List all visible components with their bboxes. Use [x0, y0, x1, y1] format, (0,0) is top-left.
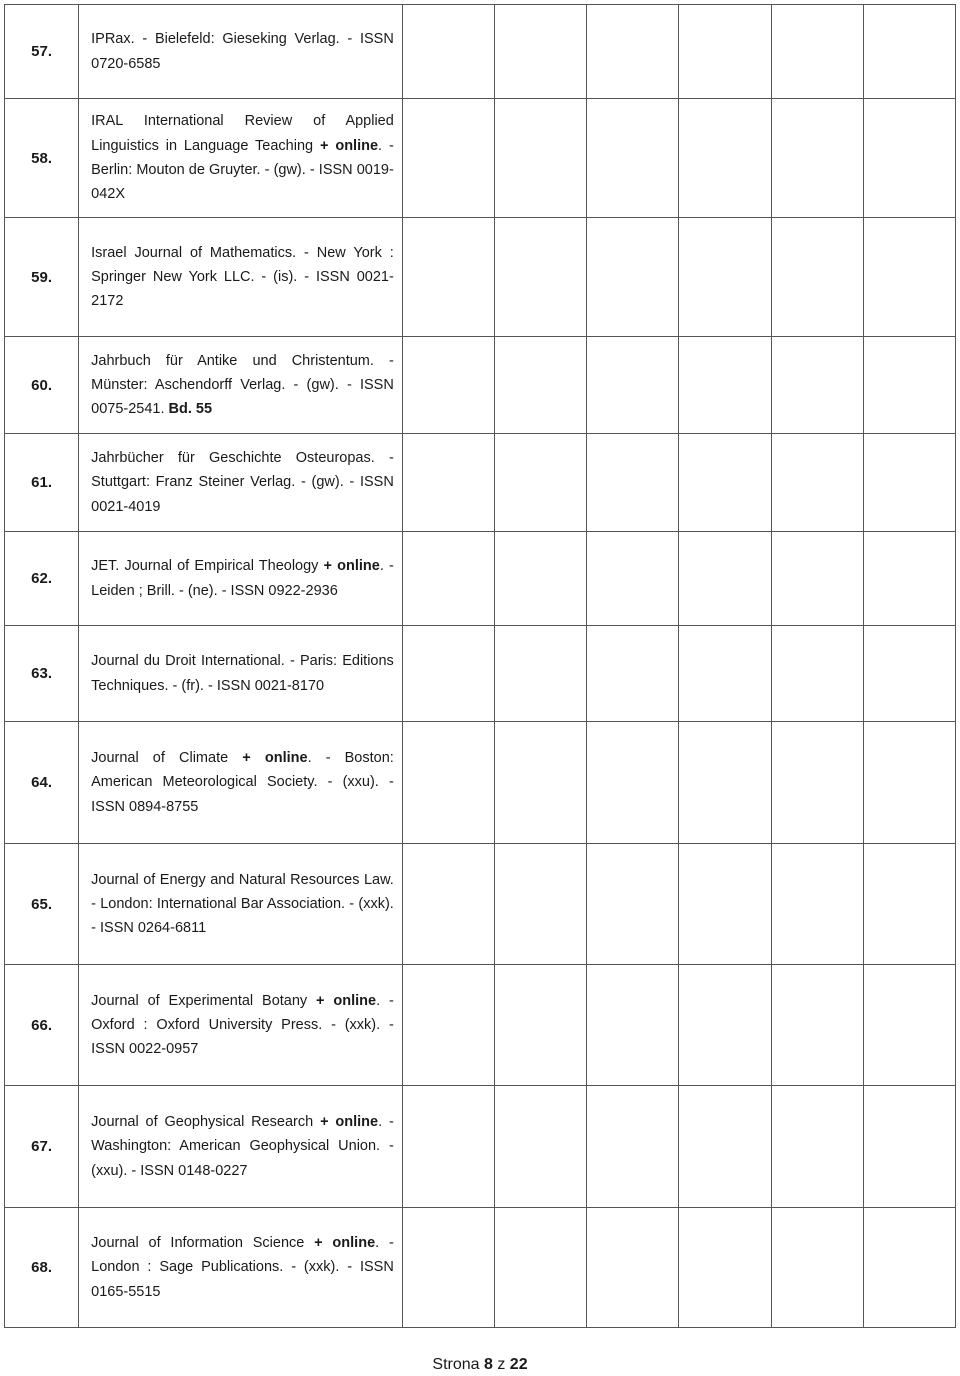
- entry-citation-tail: . - Oxford : Oxford University Press. - (xxk). - ISSN 0022-0957: [91, 992, 394, 1058]
- empty-cell: [495, 1086, 587, 1208]
- empty-cell: [587, 337, 679, 434]
- empty-cell: [587, 1208, 679, 1328]
- entry-online-flag: + online: [242, 750, 308, 767]
- entry-title-text: [91, 241, 394, 314]
- empty-cell: [863, 99, 955, 218]
- empty-cell: [402, 965, 494, 1086]
- entry-title-text: [91, 868, 394, 941]
- entry-title: [79, 965, 403, 1086]
- empty-cell: [679, 626, 771, 722]
- table-row: [5, 99, 956, 218]
- empty-cell: [863, 218, 955, 337]
- entry-number: 59.: [5, 218, 79, 337]
- entry-online-flag: + online: [320, 1114, 379, 1131]
- empty-cell: [863, 844, 955, 965]
- empty-cell: [679, 218, 771, 337]
- empty-cell: [863, 1086, 955, 1208]
- entry-citation: Jahrbücher für Geschichte Osteuropas. - Stuttgart: Franz Steiner Verlag. - (gw). - ISSN 0021-4019: [91, 450, 394, 515]
- empty-cell: [863, 434, 955, 532]
- empty-cell: [495, 337, 587, 434]
- empty-cell: [587, 626, 679, 722]
- entry-title: [79, 626, 403, 722]
- entry-title-text: [91, 649, 394, 698]
- empty-cell: [771, 218, 863, 337]
- table-row: [5, 218, 956, 337]
- entry-citation: IRAL International Review of Applied Linguistics in Language Teaching: [91, 113, 394, 154]
- table-row: [5, 337, 956, 434]
- entry-number: 62.: [5, 532, 79, 626]
- empty-cell: [587, 434, 679, 532]
- entry-citation: Journal of Experimental Botany: [91, 992, 317, 1009]
- empty-cell: [771, 965, 863, 1086]
- empty-cell: [863, 532, 955, 626]
- entry-title-text: [91, 109, 394, 206]
- table-row: [5, 965, 956, 1086]
- entry-title-text: [91, 27, 394, 76]
- entry-number: 68.: [5, 1208, 79, 1328]
- entry-title-text: [91, 1231, 394, 1304]
- table-row: [5, 722, 956, 844]
- empty-cell: [771, 99, 863, 218]
- entry-citation: IPRax. - Bielefeld: Gieseking Verlag. - ISSN 0720-6585: [91, 31, 394, 72]
- table-row: [5, 844, 956, 965]
- empty-cell: [863, 337, 955, 434]
- empty-cell: [679, 5, 771, 99]
- entry-citation-tail: . - Berlin: Mouton de Gruyter. - (gw). - ISSN 0019-042X: [91, 137, 394, 203]
- entry-number: 58.: [5, 99, 79, 218]
- entry-online-flag: + online: [323, 558, 380, 575]
- empty-cell: [495, 532, 587, 626]
- footer-page-number: 8: [483, 1356, 493, 1373]
- entry-title: [79, 722, 403, 844]
- empty-cell: [863, 626, 955, 722]
- entry-number: 66.: [5, 965, 79, 1086]
- entry-number: 61.: [5, 434, 79, 532]
- empty-cell: [495, 218, 587, 337]
- entry-citation: Journal of Geophysical Research: [91, 1114, 321, 1131]
- empty-cell: [863, 1208, 955, 1328]
- empty-cell: [402, 532, 494, 626]
- entry-number: 64.: [5, 722, 79, 844]
- empty-cell: [679, 434, 771, 532]
- table-row: [5, 532, 956, 626]
- entry-citation: JET. Journal of Empirical Theology: [91, 558, 324, 575]
- empty-cell: [863, 722, 955, 844]
- empty-cell: [402, 1208, 494, 1328]
- empty-cell: [402, 626, 494, 722]
- empty-cell: [587, 965, 679, 1086]
- empty-cell: [679, 1208, 771, 1328]
- entry-title: [79, 434, 403, 532]
- entry-number: 65.: [5, 844, 79, 965]
- entry-title-text: [91, 554, 394, 603]
- table-row: [5, 1208, 956, 1328]
- empty-cell: [771, 337, 863, 434]
- empty-cell: [495, 626, 587, 722]
- entry-citation: Journal of Information Science: [91, 1235, 315, 1252]
- entry-title: [79, 844, 403, 965]
- empty-cell: [587, 844, 679, 965]
- empty-cell: [495, 844, 587, 965]
- entry-online-flag: Bd. 55: [168, 401, 213, 418]
- entry-citation-tail: . - Boston: American Meteorological Society. - (xxu). - ISSN 0894-8755: [91, 750, 394, 815]
- empty-cell: [771, 1086, 863, 1208]
- empty-cell: [495, 965, 587, 1086]
- empty-cell: [495, 5, 587, 99]
- empty-cell: [587, 532, 679, 626]
- entry-online-flag: + online: [319, 137, 379, 154]
- entry-title: [79, 218, 403, 337]
- empty-cell: [402, 434, 494, 532]
- table-row: [5, 5, 956, 99]
- empty-cell: [402, 1086, 494, 1208]
- entry-number: 63.: [5, 626, 79, 722]
- entry-number: 60.: [5, 337, 79, 434]
- empty-cell: [587, 722, 679, 844]
- entry-number: 57.: [5, 5, 79, 99]
- entry-title-text: [91, 349, 394, 422]
- table-row: [5, 626, 956, 722]
- entry-title: [79, 532, 403, 626]
- empty-cell: [863, 965, 955, 1086]
- table-row: [5, 1086, 956, 1208]
- entry-title: [79, 99, 403, 218]
- empty-cell: [679, 844, 771, 965]
- entry-title-text: [91, 989, 394, 1062]
- entry-title: [79, 1208, 403, 1328]
- entry-online-flag: + online: [314, 1235, 376, 1252]
- empty-cell: [679, 532, 771, 626]
- footer-separator: z: [497, 1356, 506, 1373]
- empty-cell: [402, 218, 494, 337]
- entry-online-flag: + online: [316, 992, 377, 1009]
- entry-citation-tail: . - Leiden ; Brill. - (ne). - ISSN 0922-2936: [91, 558, 394, 599]
- entry-title-text: [91, 1110, 394, 1183]
- empty-cell: [679, 99, 771, 218]
- empty-cell: [771, 434, 863, 532]
- empty-cell: [402, 337, 494, 434]
- empty-cell: [771, 722, 863, 844]
- entry-citation: Jahrbuch für Antike und Christentum. - Münster: Aschendorff Verlag. - (gw). - ISSN 0075-2541.: [91, 352, 394, 418]
- empty-cell: [771, 532, 863, 626]
- empty-cell: [495, 434, 587, 532]
- empty-cell: [402, 844, 494, 965]
- entry-citation: Journal of Energy and Natural Resources Law. - London: International Bar Association. - (xxk). - ISSN 0264-6811: [91, 871, 394, 937]
- empty-cell: [679, 337, 771, 434]
- entry-citation-tail: . - Washington: American Geophysical Union. - (xxu). - ISSN 0148-0227: [91, 1114, 394, 1179]
- table-row: [5, 434, 956, 532]
- entry-title-text: [91, 746, 394, 819]
- footer-total-pages: 22: [509, 1356, 528, 1373]
- entry-citation: Israel Journal of Mathematics. - New York : Springer New York LLC. - (is). - ISSN 0021-2172: [91, 244, 394, 310]
- empty-cell: [495, 99, 587, 218]
- empty-cell: [587, 99, 679, 218]
- empty-cell: [863, 5, 955, 99]
- entry-title-text: [91, 446, 394, 519]
- journal-table: [4, 4, 956, 1328]
- entry-title: [79, 1086, 403, 1208]
- empty-cell: [679, 965, 771, 1086]
- empty-cell: [587, 1086, 679, 1208]
- empty-cell: [495, 1208, 587, 1328]
- entry-title: [79, 337, 403, 434]
- entry-title: [79, 5, 403, 99]
- entry-number: 67.: [5, 1086, 79, 1208]
- empty-cell: [402, 99, 494, 218]
- empty-cell: [679, 722, 771, 844]
- empty-cell: [402, 722, 494, 844]
- empty-cell: [402, 5, 494, 99]
- empty-cell: [679, 1086, 771, 1208]
- empty-cell: [771, 1208, 863, 1328]
- entry-citation: Journal du Droit International. - Paris: Editions Techniques. - (fr). - ISSN 0021-8170: [91, 653, 394, 694]
- entry-citation: Journal of Climate: [91, 750, 243, 767]
- empty-cell: [771, 844, 863, 965]
- empty-cell: [587, 5, 679, 99]
- entry-citation-tail: . - London : Sage Publications. - (xxk). - ISSN 0165-5515: [91, 1235, 394, 1300]
- empty-cell: [771, 5, 863, 99]
- empty-cell: [495, 722, 587, 844]
- empty-cell: [587, 218, 679, 337]
- empty-cell: [771, 626, 863, 722]
- footer-prefix: Strona: [432, 1356, 480, 1373]
- page-footer: [0, 1356, 960, 1374]
